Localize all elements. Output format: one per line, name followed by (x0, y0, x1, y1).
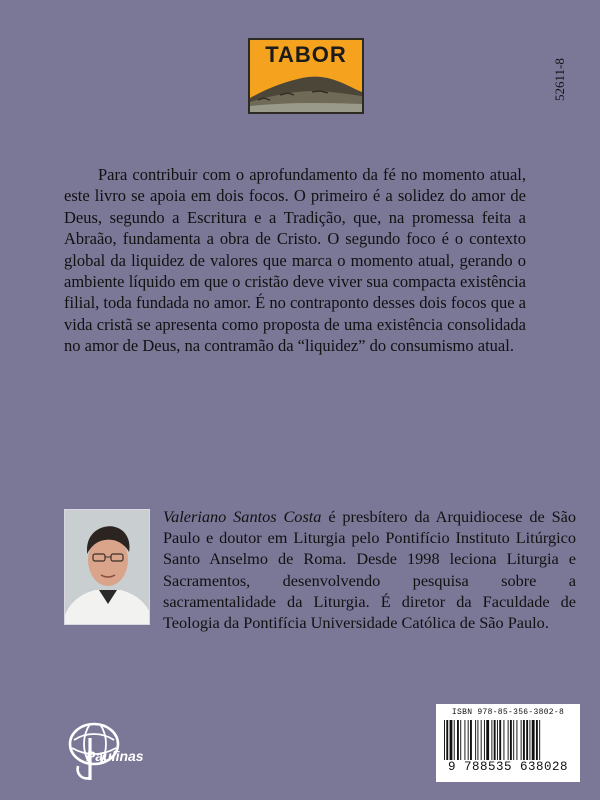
barcode-bar (521, 720, 522, 760)
barcode-bar (513, 720, 514, 760)
barcode-bar (499, 720, 501, 760)
barcode-bar (477, 720, 478, 760)
author-bio (163, 506, 576, 633)
tabor-logo (248, 38, 364, 114)
barcode-bar (516, 720, 517, 760)
barcode (436, 704, 580, 782)
barcode-bar (470, 720, 472, 760)
barcode-bar (484, 720, 485, 760)
author-bio-text: é presbítero da Arquidiocese de São Paulo e doutor em Liturgia pelo Pontifício Instituto Litúrgico Santo Anselmo de Roma. Desde 1998 leciona Liturgia e Sacramentos, desenvolvendo pesquisa sobre a sacramentalidade da Liturgia. É diretor da Faculdade de Teologia da Pontifícia Universidade Católica de São Paulo. (163, 507, 576, 633)
book-description: Para contribuir com o aprofundamento da fé no momento atual, este livro se apoia em dois focos. O primeiro é a solidez do amor de Deus, segundo a Escritura e a Tradição, que, na promessa feita a Abraão, fundamenta a obra de Cristo. O segundo foco é o contexto global da liquidez de valores que marca o momento atual, gerando o ambiente líquido em que o cristão deve viver sua compacta existência filial, toda fundada no amor. É no contraponto desses dois focos que a vida cristã se apresenta como proposta de uma existência consolidada no amor de Deus, na contramão da “liquidez” do consumismo atual. (64, 165, 526, 356)
barcode-bar (523, 720, 525, 760)
publisher-name: Paulinas (86, 748, 144, 764)
barcode-bars (442, 720, 574, 760)
barcode-bar (532, 720, 535, 760)
catalog-code: 52611-8 (552, 58, 567, 102)
barcode-bar (475, 720, 476, 760)
isbn-text: ISBN 978-85-356-3802-8 (451, 708, 565, 717)
barcode-bar (444, 720, 445, 760)
barcode-bar (468, 720, 469, 760)
barcode-bar (508, 720, 509, 760)
mountain-landscape-icon (250, 62, 362, 112)
barcode-bar (457, 720, 459, 760)
barcode-bar (510, 720, 512, 760)
barcode-bar (503, 720, 504, 760)
barcode-bar (539, 720, 540, 760)
barcode-bar (481, 720, 482, 760)
barcode-bar (450, 720, 453, 760)
barcode-digits: 9 788535 638028 (447, 760, 569, 774)
barcode-bar (536, 720, 538, 760)
barcode-bar (526, 720, 528, 760)
author-photo (64, 509, 150, 625)
author-name: Valeriano Santos Costa (163, 507, 322, 526)
barcode-bar (460, 720, 461, 760)
barcode-bar (529, 720, 530, 760)
barcode-bar (494, 720, 496, 760)
barcode-bar (486, 720, 489, 760)
barcode-bar (446, 720, 448, 760)
tabor-logo-text: TABOR (265, 42, 347, 67)
barcode-bar (497, 720, 498, 760)
barcode-bar (454, 720, 455, 760)
barcode-bar (491, 720, 492, 760)
barcode-bar (464, 720, 465, 760)
